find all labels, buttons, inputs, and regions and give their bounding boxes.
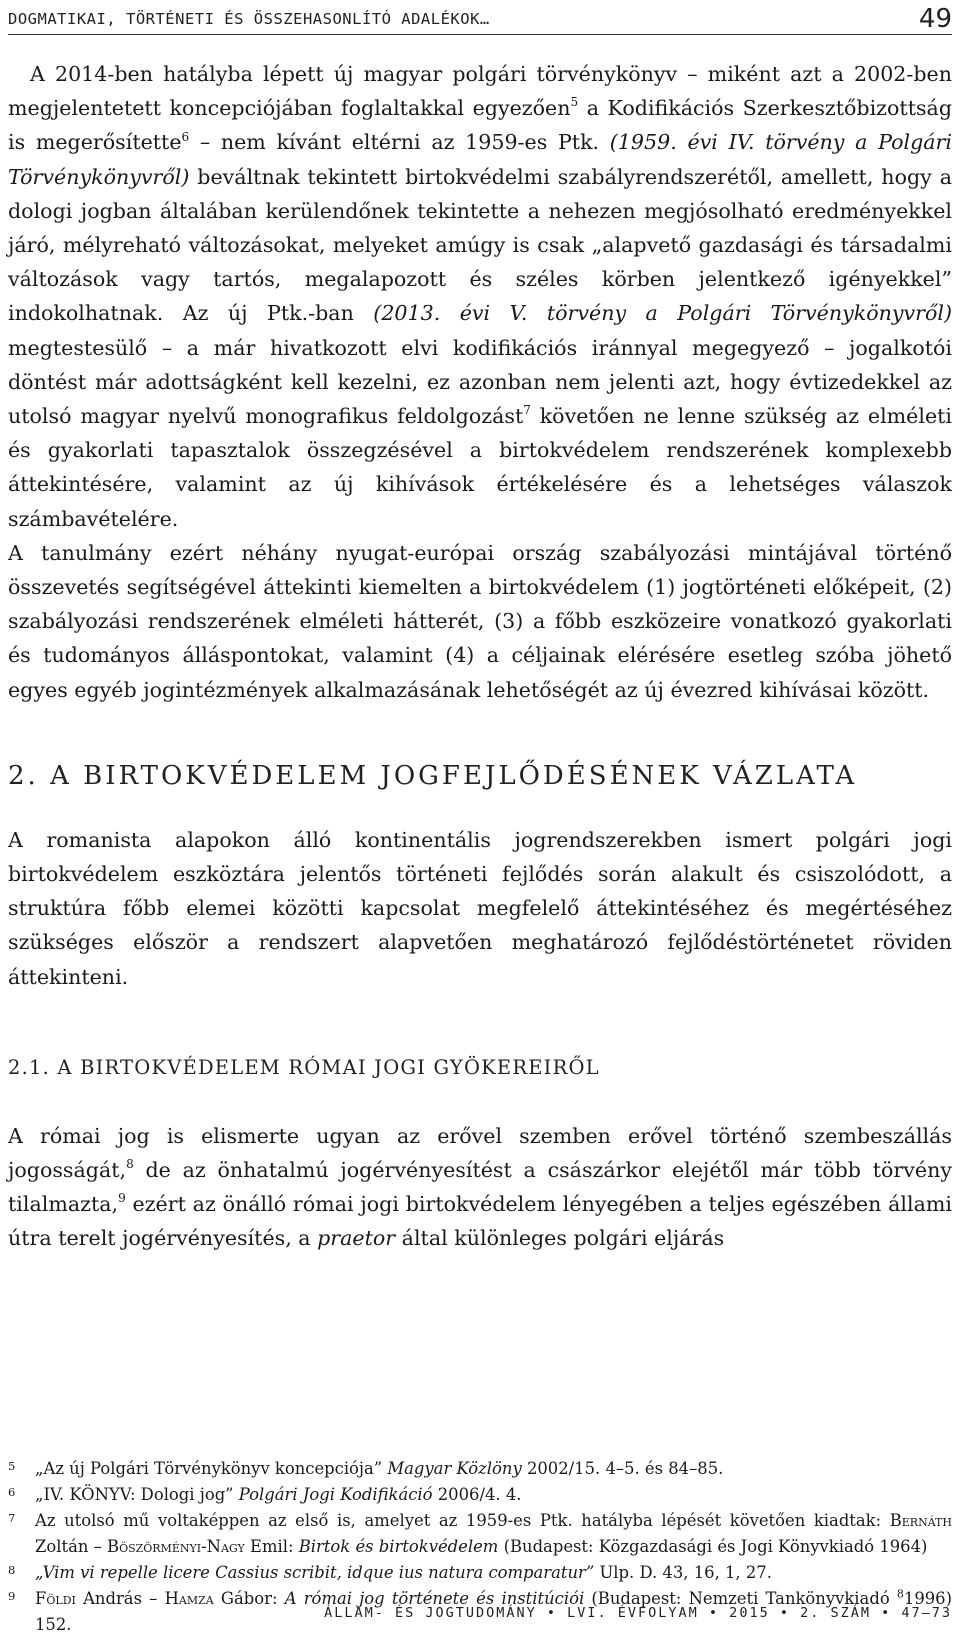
running-footer: ÁLLAM- ÉS JOGTUDOMÁNY • LVI. ÉVFOLYAM • 2015 • 2. SZÁM • 47–73 bbox=[324, 1605, 952, 1621]
text-run: A római jog is elismerte ugyan az erővel szemben erővel történő szembeszállás jogosságát, bbox=[8, 1123, 952, 1183]
footnote-text: „IV. KÖNYV: Dologi jog” bbox=[35, 1485, 239, 1504]
footnote-source: A római jog története és institúciói bbox=[284, 1589, 585, 1608]
edition-superscript: 8 bbox=[896, 1587, 904, 1601]
running-header bbox=[8, 4, 952, 35]
text-run: megtestesülő – a már hivatkozott elvi kodifikációs iránnyal megegyező – jogalkotói döntést már adottságként kell kezelni, ez azonban nem jelenti azt, hogy évtizedekkel az utolsó magyar nyelvű monografikus feldolgozást bbox=[8, 335, 952, 429]
italic-citation: (1959. évi IV. törvény a Polgári Törvénykönyvről) bbox=[8, 130, 952, 189]
footnote-text: (Budapest: Közgazdasági és Jogi Könyvkiadó 1964) bbox=[498, 1537, 928, 1556]
footnote-number: 9 bbox=[8, 1589, 16, 1603]
author-surname: Bernáth bbox=[889, 1511, 952, 1530]
footnote-ref-8[interactable]: 8 bbox=[126, 1157, 134, 1172]
main-text bbox=[8, 57, 952, 1256]
footnote-ref-6[interactable]: 6 bbox=[181, 129, 190, 144]
footnote-6 bbox=[8, 1482, 952, 1508]
footnote-ref-7[interactable]: 7 bbox=[523, 403, 531, 418]
subsection-heading: 2.1. A BIRTOKVÉDELEM RÓMAI JOGI GYÖKEREIRŐL bbox=[8, 1055, 600, 1079]
footnote-text: 1996) 152. bbox=[35, 1589, 952, 1634]
paragraph-study-aims: A tanulmány ezért néhány nyugat-európai ország szabályozási mintájával történő összevetés segítségével áttekinti kiemelten a birtokvédelem (1) jogtörténeti előképeit, (2) szabályozási rendszerének elméleti hátterét, (3) a főbb eszközeire vonatkozó gyakorlati és tudományos álláspontokat, valamint (4) a céljainak elérésére esetleg szóba jöhető egyes egyéb jogintézmények alkalmazásának lehetőségét az új évezred kihívásai között. bbox=[8, 540, 952, 702]
footnote-text: „Az új Polgári Törvénykönyv koncepciója” bbox=[35, 1459, 388, 1478]
footnote-text: 2002/15. 4–5. és 84–85. bbox=[521, 1459, 724, 1478]
footnote-source: Magyar Közlöny bbox=[387, 1459, 522, 1478]
page-number: 49 bbox=[918, 4, 952, 34]
footnote-number: 5 bbox=[8, 1459, 16, 1473]
text-run: által különleges polgári eljárás bbox=[395, 1226, 725, 1251]
footnote-5 bbox=[8, 1456, 952, 1482]
footnote-text: Az utolsó mű voltaképpen az első is, amelyet az 1959-es Ptk. hatályba lépését követően kiadtak: bbox=[35, 1511, 890, 1530]
footnote-text: (Budapest: Nemzeti Tankönyvkiadó bbox=[584, 1589, 897, 1608]
footnote-text: András – bbox=[75, 1589, 165, 1608]
text-run: a Kodifikációs Szerkesztőbizottság is megerősítette bbox=[8, 96, 953, 155]
footnote-number: 7 bbox=[8, 1511, 16, 1525]
author-surname: Földi bbox=[35, 1589, 76, 1608]
paragraph-section-2: A romanista alapokon álló kontinentális jogrendszerekben ismert polgári jogi birtokvédelem eszköztára jelentős történeti fejlődés során alakult és csiszolódott, a struktúra főbb elemei közötti kapcsolat megfelelő áttekintéséhez és megértéséhez szükséges először a rendszert alapvetően meghatározó fejlődéstörténetet röviden áttekinteni. bbox=[8, 827, 952, 989]
text-run: de az önhatalmú jogérvényesítést a császárkor elejétől már több törvény tilalmazta, bbox=[8, 1158, 952, 1217]
footnote-text: Gábor: bbox=[213, 1589, 285, 1608]
italic-citation: (2013. évi V. törvény a Polgári Törvénykönyvről) bbox=[373, 301, 952, 326]
author-surname: Böszörményi-Nagy bbox=[107, 1537, 245, 1556]
text-run: beváltnak tekintett birtokvédelmi szabályrendszerétől, amellett, hogy a dologi jogban általában kerülendőnek tekintette a nehezen megjósolható eredményekkel járó, mélyreható változásokat, melyeket amúgy is csak „alapvető gazdasági és társadalmi változások vagy tartós, megalapozott és széles körben jelentkező igényekkel” indokolhatnak. Az új Ptk.-ban bbox=[8, 164, 952, 326]
footnote-ref-5[interactable]: 5 bbox=[570, 95, 579, 110]
footnote-text: Zoltán – bbox=[35, 1537, 108, 1556]
footnote-quote: „Vim vi repelle licere Cassius scribit, idque ius natura comparatur” bbox=[35, 1563, 595, 1582]
text-run: – nem kívánt eltérni az 1959-es Ptk. bbox=[189, 130, 610, 155]
footnote-text: Ulp. D. 43, 16, 1, 27. bbox=[594, 1563, 772, 1582]
text-run: követően ne lenne szükség az elméleti és gyakorlati tapasztalok összegzésével a birtokvédelem rendszerének komplexebb áttekintésére, valamint az új kihívások értékelésére és a lehetséges válaszok számbavételére. bbox=[8, 404, 953, 531]
footnote-source: Polgári Jogi Kodifikáció bbox=[238, 1485, 433, 1504]
footnote-number: 8 bbox=[8, 1563, 16, 1577]
footnote-text: Emil: bbox=[244, 1537, 299, 1556]
running-title: DOGMATIKAI, TÖRTÉNETI ÉS ÖSSZEHASONLÍTÓ ADALÉKOK… bbox=[8, 10, 490, 28]
footnote-number: 6 bbox=[8, 1485, 16, 1499]
paragraph-roman-law bbox=[8, 1119, 952, 1256]
italic-term: praetor bbox=[317, 1226, 396, 1251]
text-run: A 2014-ben hatályba lépett új magyar polgári törvénykönyv – miként azt a 2002-ben megjelentetett koncepciójában foglaltakkal egyezően bbox=[8, 62, 952, 121]
footnote-ref-9[interactable]: 9 bbox=[118, 1191, 126, 1206]
footnote-text: 2006/4. 4. bbox=[432, 1485, 522, 1504]
section-heading: 2. A BIRTOKVÉDELEM JOGFEJLŐDÉSÉNEK VÁZLATA bbox=[8, 760, 858, 791]
paragraph-intro bbox=[8, 57, 952, 536]
footnote-8 bbox=[8, 1560, 952, 1586]
footnote-source: Birtok és birtokvédelem bbox=[298, 1537, 499, 1556]
footnote-7 bbox=[8, 1508, 952, 1560]
author-surname: Hamza bbox=[164, 1589, 214, 1608]
text-run: ezért az önálló római jogi birtokvédelem lényegében a teljes egészében állami útra terelt jogérvényesítés, a bbox=[8, 1192, 952, 1251]
